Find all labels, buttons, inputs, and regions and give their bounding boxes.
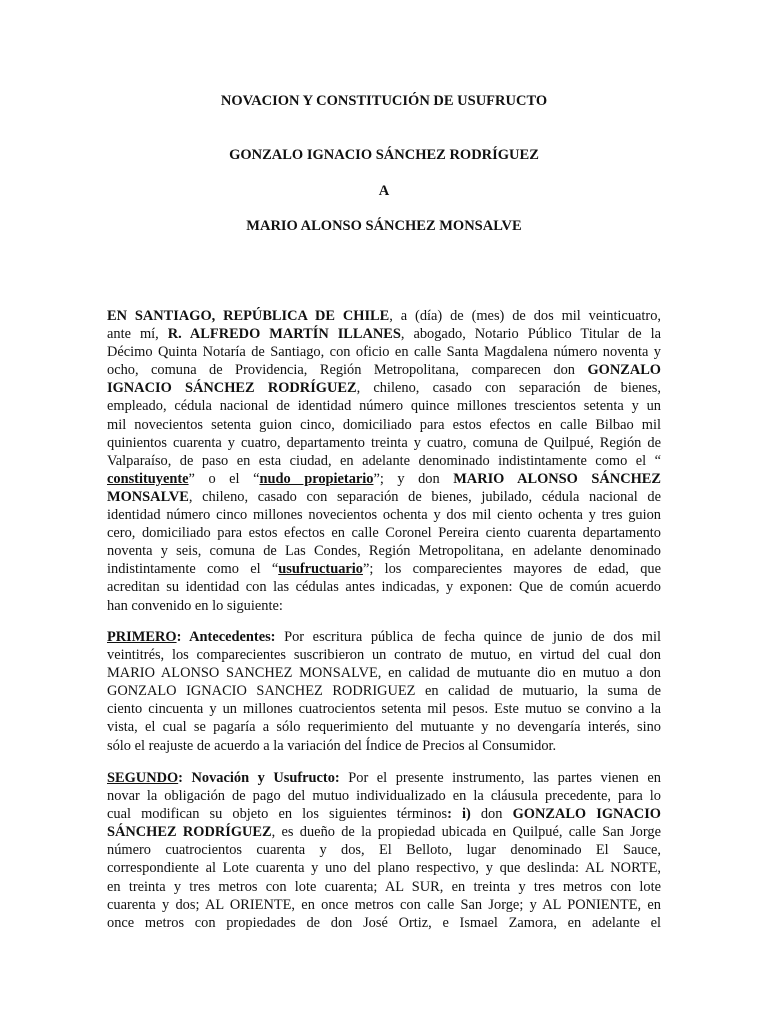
party-one-heading: GONZALO IGNACIO SÁNCHEZ RODRÍGUEZ xyxy=(229,147,539,163)
party-two-heading: MARIO ALONSO SÁNCHEZ MONSALVE xyxy=(246,218,522,234)
role-constituyente: constituyente xyxy=(107,470,189,487)
place-text: EN SANTIAGO, REPÚBLICA DE CHILE xyxy=(107,308,390,324)
notary-name: R. ALFREDO MARTÍN ILLANES xyxy=(167,326,401,343)
clause-item-i: : i) xyxy=(447,806,471,823)
clause-primero: PRIMERO: Antecedentes: Por escritura pública de fecha quince de junio de dos mil veintitrés, los comparecientes suscribieron un contrato de mutuo, en virtud del cual don MARIO ALONSO SANCHEZ MONSALVE, en calidad de mutuante dio en mutuo a don GONZALO IGNACIO SANCHEZ RODRIGUEZ en calidad de mutuario, la suma de ciento cincuenta y un millones cuatrocientos setenta mil pesos. Este mutuo se convino a la vista, el cual se pagaría a sólo requerimiento del mutuante y no devengaría interés, sino sólo el reajuste de acuerdo a la variación del Índice de Precios al Consumidor. xyxy=(107,629,661,754)
clause-segundo-subtitle: : Novación y Usufructo: xyxy=(178,770,340,786)
connector-heading: A xyxy=(378,183,390,199)
party-one-name: GONZALO xyxy=(587,362,661,379)
document-title: NOVACION Y CONSTITUCIÓN DE USUFRUCTO xyxy=(220,93,548,109)
intro-paragraph: EN SANTIAGO, REPÚBLICA DE CHILE, a (día) de (mes) de dos mil veinticuatro, ante mí, R. ALFREDO MARTÍN ILLANES, abogado, Notario Público Titular de la Décimo Quinta Notaría de Santiago, con oficio en calle Santa Magdalena número noventa y ocho, comuna de Providencia, Región Metropolitana, comparecen don GONZALO IGNACIO SÁNCHEZ RODRÍGUEZ, chileno, casado con separación de bienes, empleado, cédula nacional de identidad número quince millones trescientos setenta y un mil novecientos setenta guion cinco, domiciliado para estos efectos en calle Bilbao mil quinientos cuarenta y cuatro, departamento treinta y cuatro, comuna de Quilpué, Región de Valparaíso, de paso en esta ciudad, en adelante denominado indistintamente como el “ constituyente” o el “nudo propietario”; y don MARIO ALONSO SÁNCHEZ MONSALVE, chileno, casado con separación de bienes, jubilado, cédula nacional de identidad número cinco millones novecientos ochenta y dos mil ciento ochenta y tres guion cero, domiciliado para estos efectos en calle Coronel Pereira ciento cuarenta departamento noventa y seis, comuna de Las Condes, Región Metropolitana, en adelante denominado indistintamente como el “usufructuario”; los comparecientes mayores de edad, que acreditan su identidad con las cédulas antes indicadas, y exponen: Que de común acuerdo han convenido en lo siguiente: xyxy=(107,308,662,614)
segundo-party-name-cont: SÁNCHEZ RODRÍGUEZ xyxy=(107,824,272,841)
role-usufructuario: usufructuario xyxy=(278,561,363,578)
party-one-name-cont: IGNACIO SÁNCHEZ RODRÍGUEZ xyxy=(107,380,357,397)
party-two-name-cont: MONSALVE xyxy=(107,488,189,505)
role-nudo-propietario: nudo propietario xyxy=(259,470,374,487)
clause-segundo-label: SEGUNDO xyxy=(107,770,179,786)
clause-primero-label: PRIMERO xyxy=(107,629,177,645)
segundo-party-name: GONZALO IGNACIO xyxy=(512,806,661,823)
clause-primero-subtitle: : Antecedentes: xyxy=(176,629,276,645)
party-two-name: MARIO ALONSO SÁNCHEZ xyxy=(453,470,661,487)
clause-segundo: SEGUNDO: Novación y Usufructo: Por el presente instrumento, las partes vienen en novar la obligación de pago del mutuo individualizado en la cláusula precedente, para lo cual modifican su objeto en los siguientes términos: i) don GONZALO IGNACIO SÁNCHEZ RODRÍGUEZ, es dueño de la propiedad ubicada en Quilpué, calle San Jorge número cuatrocientos cuarenta y dos, El Belloto, lugar denominado El Sauce, correspondiente al Lote cuarenta y uno del plano respectivo, y que deslinda: AL NORTE, en treinta y tres metros con lote cuarenta; AL SUR, en treinta y tres metros con lote cuarenta y dos; AL ORIENTE, en once metros con calle San Jorge; y AL PONIENTE, en once metros con propiedades de don José Ortiz, e Ismael Zamora, en adelante el xyxy=(107,770,661,931)
